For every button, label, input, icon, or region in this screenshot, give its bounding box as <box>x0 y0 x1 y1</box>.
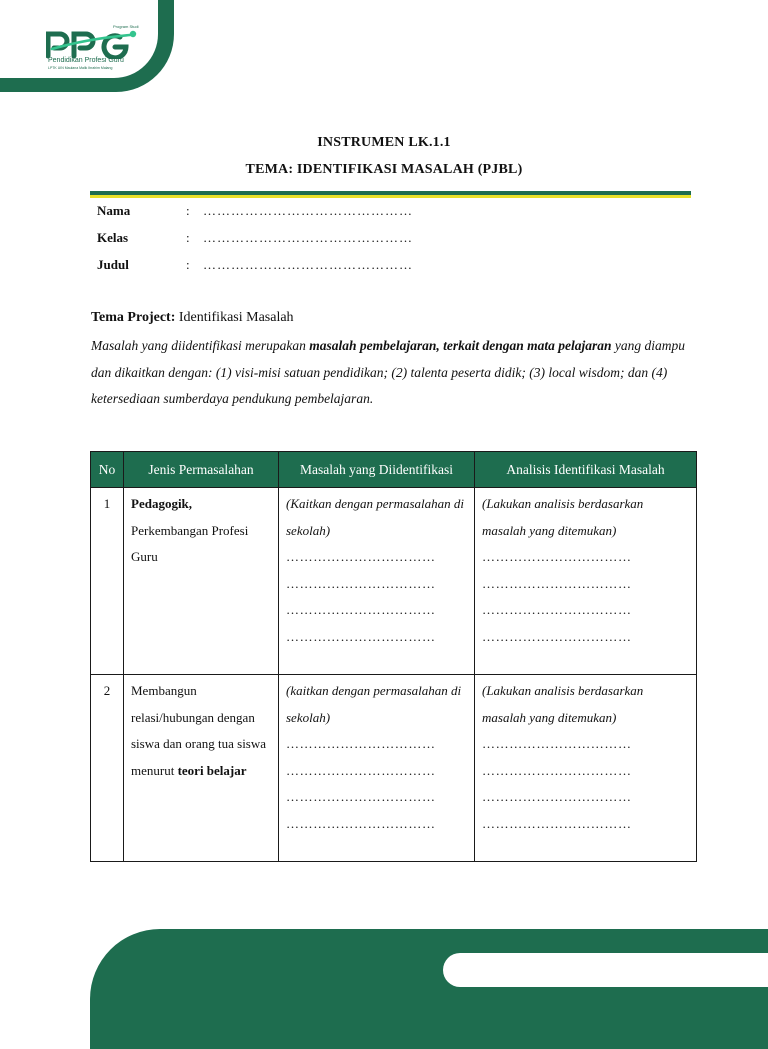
info-label: Kelas <box>97 230 129 245</box>
info-fill-line[interactable]: ……………………………………… <box>203 203 413 218</box>
divider-yellow <box>90 195 691 198</box>
document-subtitle: TEMA: IDENTIFIKASI MASALAH (PJBL) <box>245 162 523 177</box>
masalah-hint: (Kaitkan dengan permasalahan di sekolah) <box>286 496 465 538</box>
table-row <box>91 675 697 862</box>
fill-line: …………………………… <box>482 736 632 751</box>
logo-card <box>0 0 158 78</box>
cell-masalah[interactable] <box>279 675 475 862</box>
document-title: INSTRUMEN LK.1.1 <box>317 135 451 150</box>
fill-line: …………………………… <box>286 789 436 804</box>
description-part1: Masalah yang diidentifikasi merupakan <box>91 338 310 353</box>
cell-masalah[interactable] <box>279 488 475 675</box>
logo-brand-name: Pendidikan Profesi Guru <box>48 57 124 64</box>
jenis-text: Membangun relasi/hubungan dengan siswa dan orang tua siswa menurut <box>131 683 267 778</box>
fill-line: …………………………… <box>286 602 436 617</box>
cell-no: 2 <box>91 675 124 862</box>
table-header-row <box>91 452 697 488</box>
fill-line: …………………………… <box>286 762 436 778</box>
fill-line: …………………………… <box>482 762 632 778</box>
fill-line: …………………………… <box>482 815 632 831</box>
jenis-bold: Pedagogik, <box>131 496 193 511</box>
fill-line: …………………………… <box>286 736 436 751</box>
fill-line: …………………………… <box>482 575 632 591</box>
cell-analisis[interactable] <box>475 675 697 862</box>
header-masalah: Masalah yang Diidentifikasi <box>279 452 475 488</box>
info-colon: : <box>186 203 190 218</box>
logo-institution: LPTK UIN Maulana Malik Ibrahim Malang <box>48 66 113 70</box>
jenis-bold: teori belajar <box>177 762 247 778</box>
ppg-logo <box>46 24 142 74</box>
cell-no: 1 <box>91 488 124 675</box>
project-description <box>91 333 691 413</box>
project-theme <box>91 310 294 326</box>
ppg-letters-logo <box>46 29 138 59</box>
logo-program-text: Program Studi <box>113 24 139 29</box>
info-label: Nama <box>97 203 131 218</box>
header-jenis: Jenis Permasalahan <box>124 452 279 488</box>
fill-line: …………………………… <box>482 789 632 804</box>
project-theme-label: Tema Project: <box>91 310 176 325</box>
jenis-text: Perkembangan Profesi Guru <box>131 522 249 564</box>
info-colon: : <box>186 257 190 272</box>
info-fill-line[interactable]: ……………………………………… <box>203 230 413 245</box>
analisis-hint: (Lakukan analisis berdasarkan masalah yang ditemukan) <box>482 683 644 725</box>
fill-line: …………………………… <box>286 549 436 564</box>
info-fill-line[interactable]: ……………………………………… <box>203 257 413 272</box>
table-row <box>91 488 697 675</box>
cell-jenis <box>124 488 279 675</box>
fill-line: …………………………… <box>482 628 632 644</box>
footer-band <box>90 929 768 1049</box>
problem-identification-table <box>90 451 697 862</box>
cell-analisis[interactable] <box>475 488 697 675</box>
fill-line: …………………………… <box>286 815 436 831</box>
header-no: No <box>91 452 124 488</box>
description-part2: yang diampu dan dikaitkan dengan: (1) visi-misi satuan pendidikan; (2) talenta peserta didik; (3) local wisdom; dan (4) ketersediaan sumberdaya pendukung pembelajaran. <box>91 338 686 406</box>
header-analisis: Analisis Identifikasi Masalah <box>475 452 697 488</box>
fill-line: …………………………… <box>286 628 436 644</box>
description-emphasis: masalah pembelajaran, terkait dengan mata pelajaran <box>309 338 612 353</box>
masalah-hint: (kaitkan dengan permasalahan di sekolah) <box>286 683 462 725</box>
project-theme-value: Identifikasi Masalah <box>178 310 294 325</box>
fill-line: …………………………… <box>482 602 632 617</box>
cell-jenis <box>124 675 279 862</box>
analisis-hint: (Lakukan analisis berdasarkan masalah yang ditemukan) <box>482 496 644 538</box>
info-colon: : <box>186 230 190 245</box>
info-label: Judul <box>97 257 129 272</box>
fill-line: …………………………… <box>482 549 632 564</box>
fill-line: …………………………… <box>286 575 436 591</box>
footer-pill <box>443 953 768 987</box>
